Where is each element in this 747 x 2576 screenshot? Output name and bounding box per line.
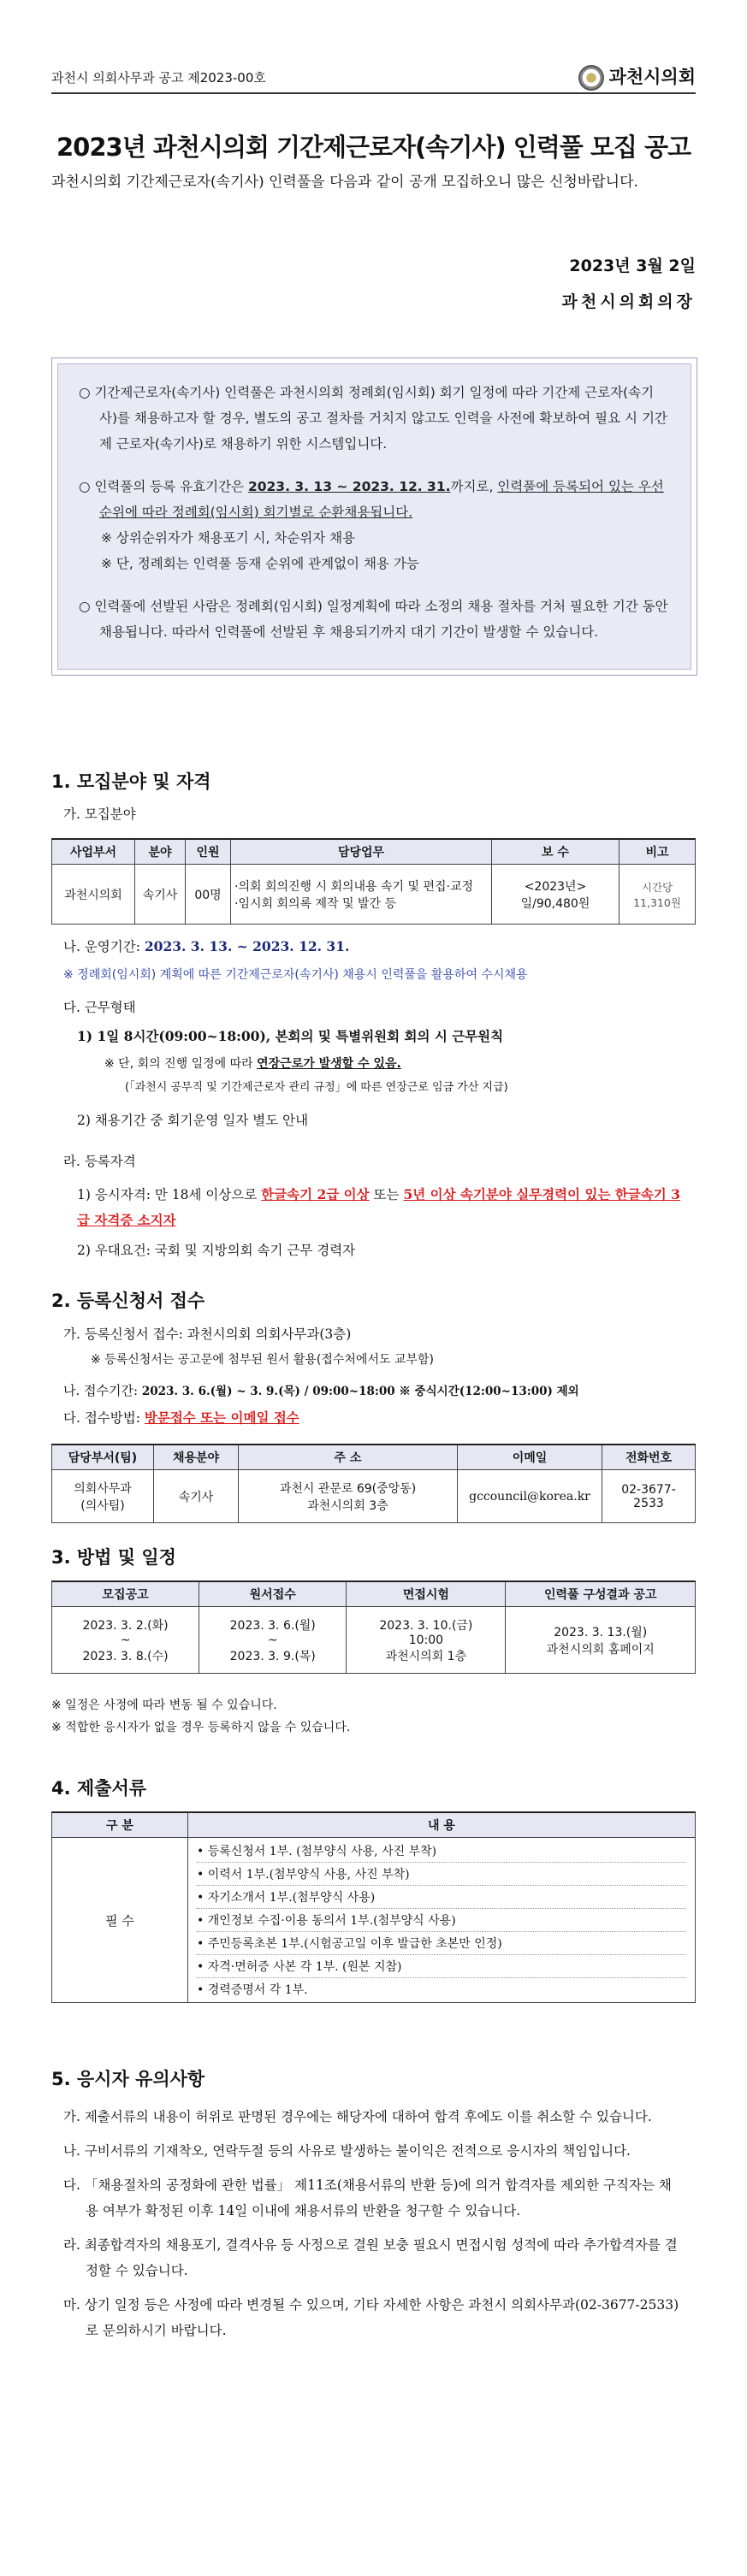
td-announce: 2023. 3. 2.(화) ~ 2023. 3. 8.(수): [52, 1607, 199, 1674]
td-apply: 2023. 3. 6.(월) ~ 2023. 3. 9.(목): [199, 1607, 347, 1674]
caution-item: 다. 「채용절차의 공정화에 관한 법률」 제11조(채용서류의 반환 등)에 의거 합격자를 제외한 구직자는 채용 여부가 확정된 이후 14일 이내에 채용서류의 반환을 청구할 수 있습니다.: [63, 2177, 672, 2219]
page-title: 2023년 과천시의회 기간제근로자(속기사) 인력풀 모집 공고: [56, 133, 691, 162]
contact-table: [51, 1444, 696, 1523]
document-item: • 등록신청서 1부. (첨부양식 사용, 사진 부착): [197, 1840, 686, 1863]
s1-da-1-note: ※ 단, 회의 진행 일정에 따라 연장근로가 발생할 수 있음.: [104, 1057, 401, 1071]
s1-ra: 라. 등록자격: [63, 1154, 136, 1169]
documents-table: [51, 1811, 696, 2003]
document-item: • 이력서 1부.(첨부양식 사용, 사진 부착): [197, 1863, 686, 1886]
document-item: • 주민등록초본 1부.(시험공고일 이후 발급한 초본만 인정): [197, 1932, 686, 1955]
th-address: 주 소: [239, 1445, 458, 1470]
th-email: 이메일: [458, 1445, 602, 1470]
document-item: • 개인정보 수집·이용 동의서 1부.(첨부양식 사용): [197, 1909, 686, 1932]
td-count: 00명: [186, 865, 231, 925]
s2-na: 나. 접수기간: 2023. 3. 6.(월) ~ 3. 9.(목) / 09:00~18:00 ※ 중식시간(12:00~13:00) 제외: [63, 1383, 579, 1398]
document-number: 과천시 의회사무과 공고 제2023-00호: [51, 70, 266, 86]
s1-ra-2: 2) 우대요건: 국회 및 지방의회 속기 근무 경력자: [77, 1243, 356, 1258]
td-interview: 2023. 3. 10.(금) 10:00 과천시의회 1층: [347, 1607, 506, 1674]
th-interview: 면접시험: [347, 1581, 506, 1607]
seal-icon: [578, 65, 604, 91]
document-item: • 자기소개서 1부.(첨부양식 사용): [197, 1886, 686, 1909]
th-dept: 사업부서: [52, 839, 135, 865]
td-duty: ·의회 회의진행 시 회의내용 속기 및 편집·교정 ·임시회 회의록 제작 및 발간 등: [231, 865, 492, 925]
s2-da: 다. 접수방법: 방문접수 또는 이메일 접수: [63, 1409, 299, 1426]
schedule-table: [51, 1580, 696, 1674]
notice-sub-2: ※ 단, 정례회는 인력풀 등재 순위에 관계없이 채용 가능: [101, 556, 419, 571]
document-header: [51, 58, 696, 94]
s1-da-1-note-2: (「과천시 공무직 및 기간제근로자 관리 규정」에 따른 연장근로 임금 가산 지급): [125, 1081, 508, 1094]
td-address: 과천시 관문로 69(중앙동) 과천시의회 3층: [239, 1470, 458, 1523]
caution-item: 라. 최종합격자의 채용포기, 결격사유 등 사정으로 결원 보충 필요시 면접시험 성적에 따라 추가합격자를 결정할 수 있습니다.: [63, 2237, 678, 2278]
caution-item: 가. 제출서류의 내용이 허위로 판명된 경우에는 해당자에 대하여 합격 후에도 이를 취소할 수 있습니다.: [63, 2109, 652, 2124]
organization-name: 과천시의회: [578, 63, 696, 91]
s5-list: [63, 2104, 683, 2352]
s1-da: 다. 근무형태: [63, 1000, 136, 1015]
issuer: 과천시의회의장: [561, 292, 696, 311]
td-dept-team: 의회사무과 (의사팀): [52, 1470, 154, 1523]
caution-item: 나. 구비서류의 기재착오, 연락두절 등의 사유로 발생하는 불이익은 전적으로 응시자의 책임입니다.: [63, 2143, 631, 2159]
th-dept-team: 담당부서(팀): [52, 1445, 154, 1470]
s1-na-note: ※ 정례회(임시회) 계획에 따른 기간제근로자(속기사) 채용시 인력풀을 활용하여 수시채용: [63, 968, 528, 982]
td-required: 필 수: [52, 1838, 188, 2003]
th-result: 인력풀 구성결과 공고: [506, 1581, 696, 1607]
th-pay: 보 수: [492, 839, 620, 865]
notice-paragraph-1: ○ 기간제근로자(속기사) 인력풀은 과천시의회 정례회(임시회) 회기 일정에 따라 기간제 근로자(속기사)를 채용하고자 할 경우, 별도의 공고 절차를 거치지 않고도 인력을 사전에 확보하여 필요 시 기간제 근로자(속기사)로 채용하기 위한 시스템입니다.: [79, 385, 667, 452]
td-result: 2023. 3. 13.(월) 과천시의회 홈페이지: [506, 1607, 696, 1674]
section-1-title: 1. 모집분야 및 자격: [51, 771, 211, 792]
th-phone: 전화번호: [602, 1445, 696, 1470]
td-note: 시간당 11,310원: [620, 865, 696, 925]
s1-ga: 가. 모집분야: [63, 806, 136, 822]
document-item: • 자격·면허증 사본 각 1부. (원본 지참): [197, 1955, 686, 1978]
section-5-title: 5. 응시자 유의사항: [51, 2069, 205, 2089]
section-4-title: 4. 제출서류: [51, 1778, 147, 1799]
td-field: 속기사: [135, 865, 186, 925]
intro-text: 과천시의회 기간제근로자(속기사) 인력풀을 다음과 같이 공개 모집하오니 많은 신청바랍니다.: [51, 174, 638, 191]
td-dept: 과천시의회: [52, 865, 135, 925]
caution-item: 마. 상기 일정 등은 사정에 따라 변경될 수 있으며, 기타 자세한 사항은 과천시 의회사무과(02-3677-2533)로 문의하시기 바랍니다.: [63, 2297, 679, 2338]
recruit-table: [51, 838, 696, 925]
document-item: • 경력증명서 각 1부.: [197, 1983, 308, 1997]
notice-box: [51, 357, 697, 676]
notice-date: 2023년 3월 2일: [569, 257, 696, 275]
s3-note-2: ※ 적합한 응시자가 없을 경우 등록하지 않을 수 있습니다.: [51, 1721, 351, 1734]
s2-ga: 가. 등록신청서 접수: 과천시의회 의회사무과(3층): [63, 1326, 352, 1342]
s1-da-2: 2) 채용기간 중 회기운영 일자 별도 안내: [77, 1113, 309, 1128]
s1-da-1: 1) 1일 8시간(09:00~18:00), 본회의 및 특별위원회 회의 시 근무원칙: [77, 1028, 504, 1044]
th-announce: 모집공고: [52, 1581, 199, 1607]
notice-sub-1: ※ 상위순위자가 채용포기 시, 차순위자 채용: [101, 530, 356, 546]
th-content: 내 용: [188, 1812, 696, 1838]
email-link[interactable]: gccouncil@korea.kr: [458, 1470, 602, 1523]
td-pay: <2023년> 일/90,480원: [492, 865, 620, 925]
th-field: 채용분야: [154, 1445, 239, 1470]
th-category: 구 분: [52, 1812, 188, 1838]
section-2-title: 2. 등록신청서 접수: [51, 1291, 205, 1311]
section-3-title: 3. 방법 및 일정: [51, 1547, 176, 1568]
th-apply: 원서접수: [199, 1581, 347, 1607]
td-field: 속기사: [154, 1470, 239, 1523]
td-document-list: [188, 1838, 696, 2003]
td-phone: 02-3677- 2533: [602, 1470, 696, 1523]
th-field: 분야: [135, 839, 186, 865]
s3-note-1: ※ 일정은 사정에 따라 변동 될 수 있습니다.: [51, 1699, 277, 1712]
th-count: 인원: [186, 839, 231, 865]
th-note: 비고: [620, 839, 696, 865]
notice-paragraph-3: ○ 인력풀에 선발된 사람은 정례회(임시회) 일정계획에 따라 소정의 채용 절차를 거처 필요한 기간 동안 채용됩니다. 따라서 인력풀에 선발된 후 채용되기까지 대기 기간이 발생할 수 있습니다.: [79, 599, 668, 640]
th-duty: 담당업무: [231, 839, 492, 865]
notice-paragraph-2: ○ 인력풀의 등록 유효기간은 2023. 3. 13 ~ 2023. 12. 31.까지로, 인력풀에 등록되어 있는 우선순위에 따라 정례회(임시회) 회기별로 순환채용됩니다.: [79, 479, 664, 520]
s1-ra-1: 1) 응시자격: 만 18세 이상으로 한글속기 2급 이상 또는 5년 이상 속기분야 실무경력이 있는 한글속기 3급 자격증 소지자: [77, 1186, 680, 1228]
s2-ga-note: ※ 등록신청서는 공고문에 첨부된 원서 활용(접수처에서도 교부함): [91, 1353, 434, 1367]
s1-na: 나. 운영기간: 2023. 3. 13. ~ 2023. 12. 31.: [63, 938, 350, 954]
